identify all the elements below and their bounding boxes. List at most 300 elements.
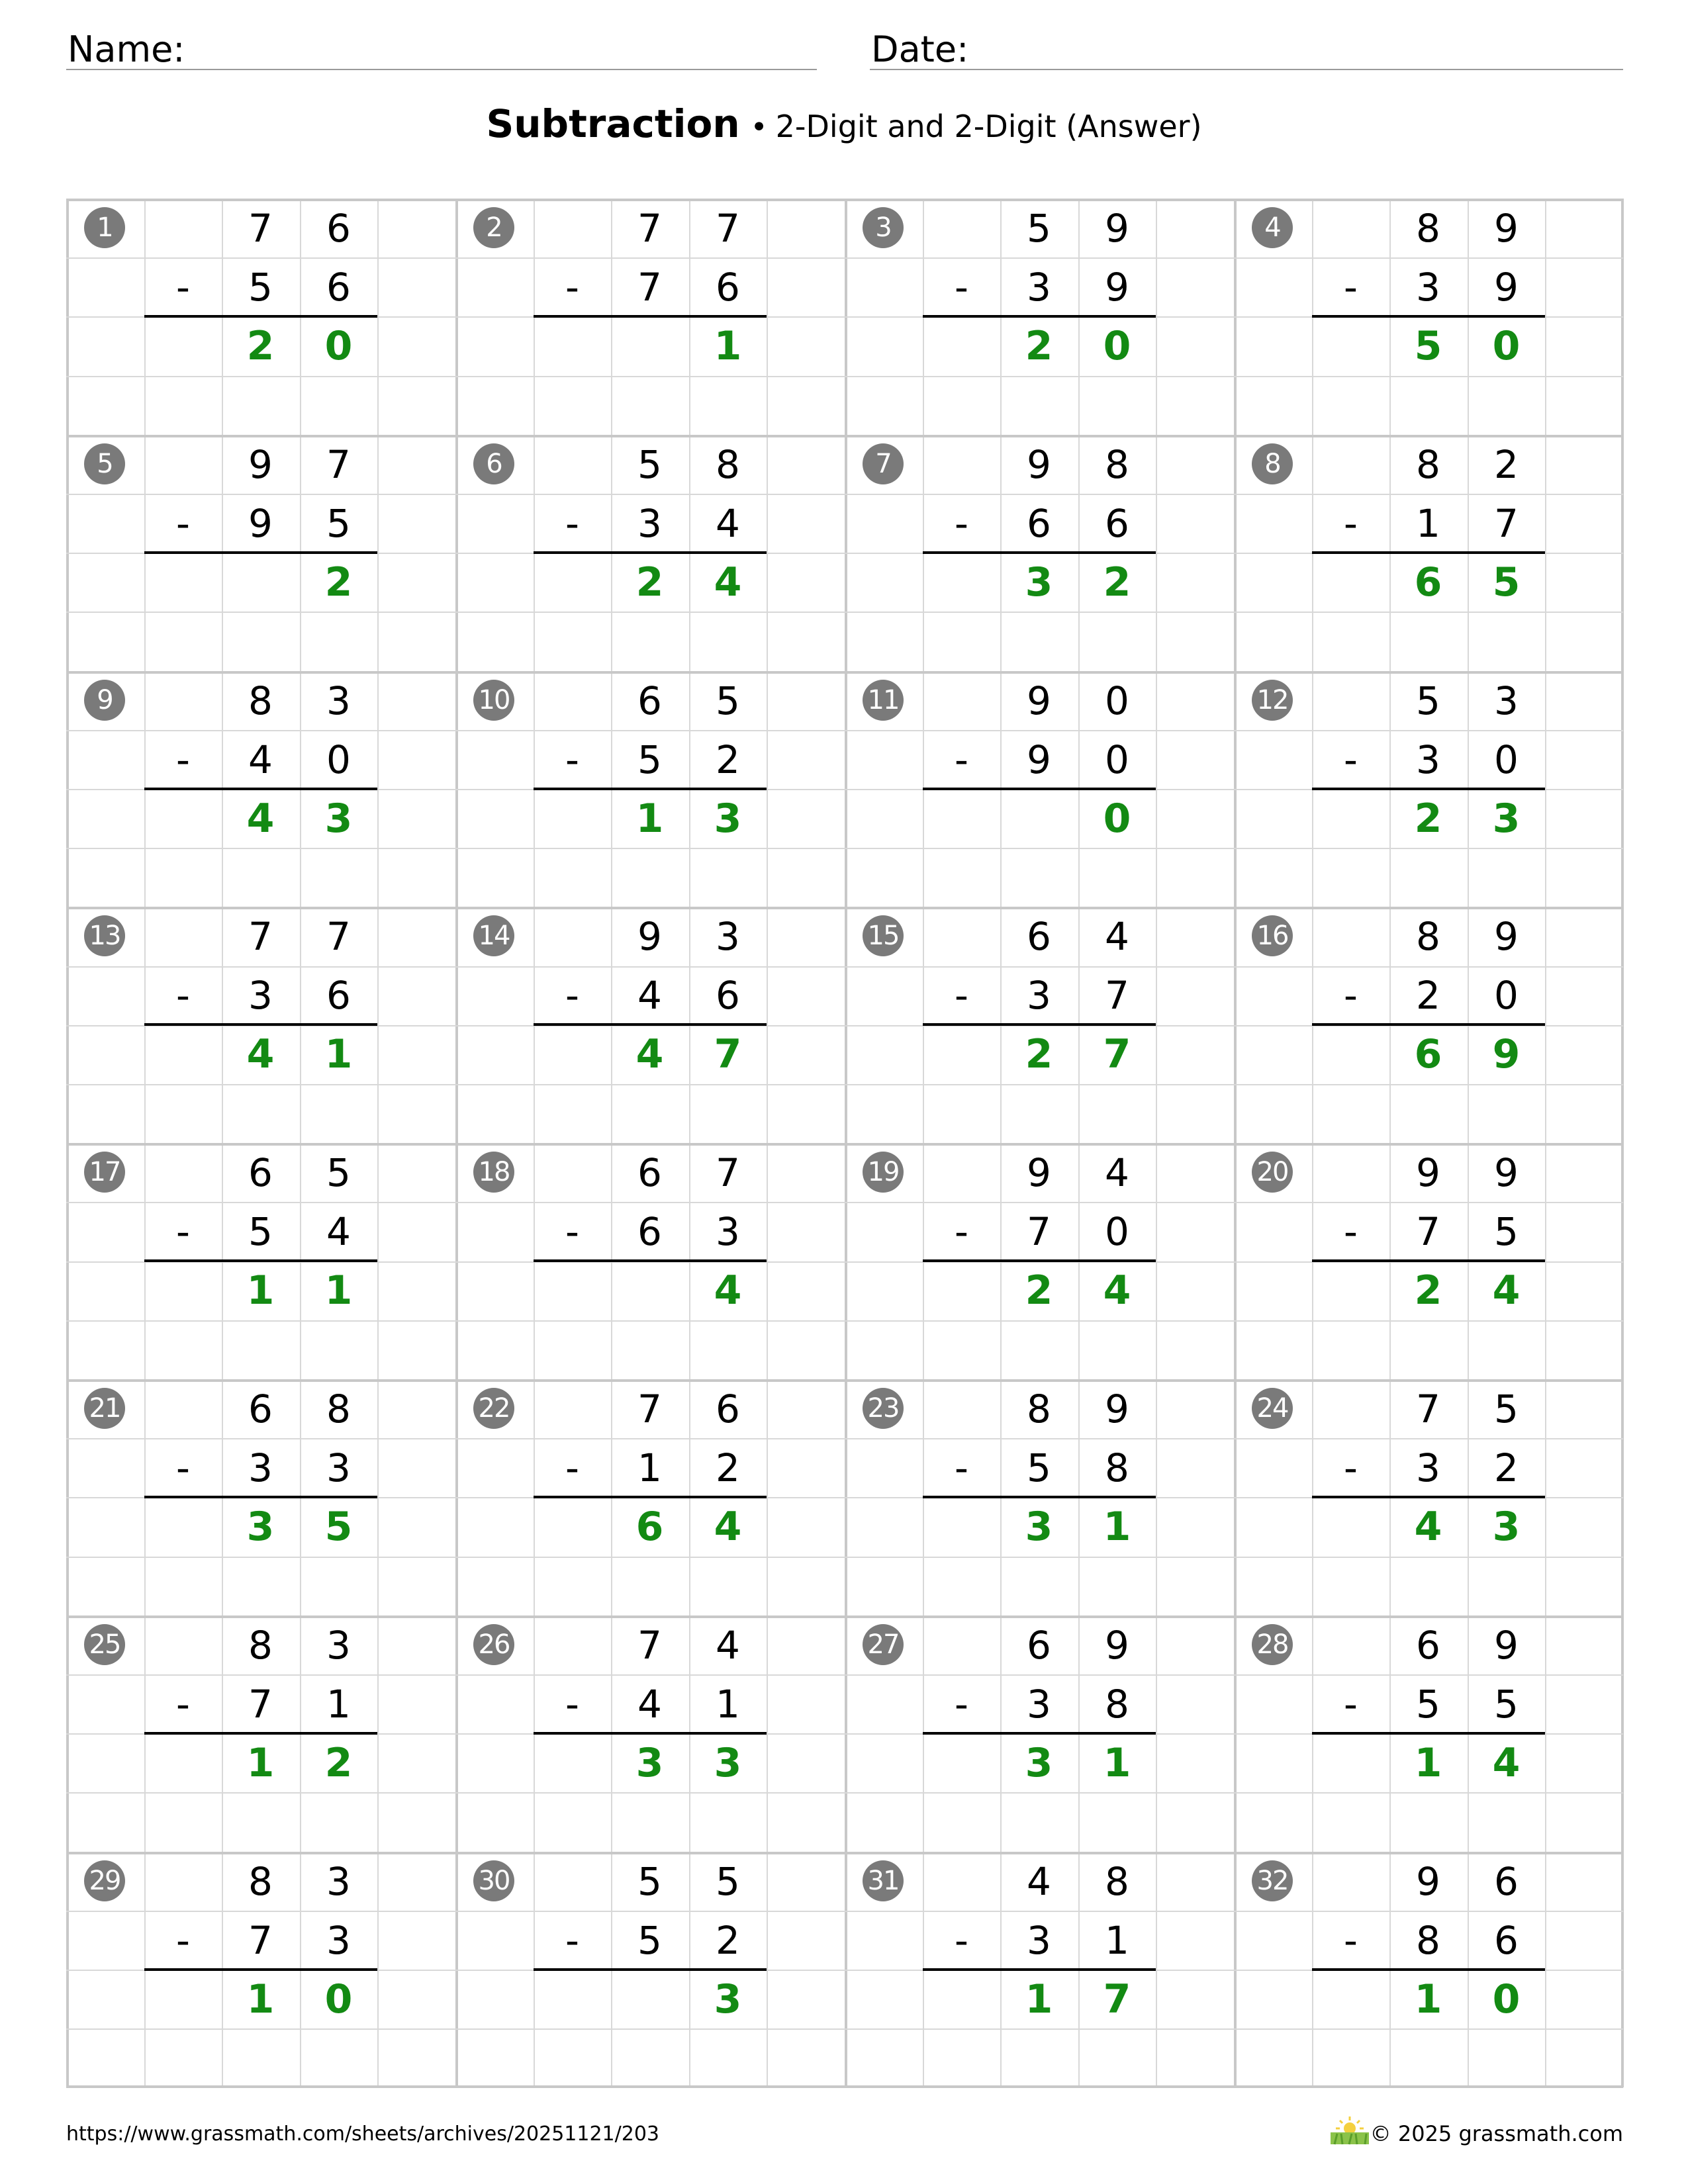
- answer-rule-line: [1312, 1968, 1545, 1971]
- answer-ones-digit: 1: [324, 1030, 353, 1077]
- subtrahend-tens-digit: 4: [248, 737, 273, 782]
- answer-tens-digit: [1000, 789, 1078, 848]
- problem-number-badge: 21: [84, 1388, 125, 1429]
- answer-tens-digit: 6: [1414, 1030, 1442, 1077]
- subtrahend-ones-digit: 1: [716, 1681, 740, 1727]
- subtrahend-ones-digit: 8: [1105, 1681, 1129, 1727]
- answer-ones-digit: 7: [1103, 1976, 1131, 2023]
- minuend-tens-digit: 7: [248, 205, 273, 251]
- minuend-tens-digit: 5: [1416, 678, 1440, 723]
- problem-number-badge: 11: [863, 680, 904, 721]
- minuend-tens-digit: 5: [637, 1858, 662, 1904]
- problem-block: [845, 907, 1234, 1143]
- answer-rule-line: [144, 1968, 377, 1971]
- answer-rule-line: [144, 315, 377, 318]
- minuend-tens-digit: 4: [1027, 1858, 1051, 1904]
- minus-sign: -: [565, 264, 579, 310]
- minuend-ones-digit: 9: [1494, 913, 1519, 959]
- answer-tens-digit: 6: [1414, 559, 1442, 606]
- answer-tens-digit: 1: [246, 1739, 275, 1786]
- date-field[interactable]: [870, 25, 1623, 70]
- name-label: Name:: [68, 28, 185, 70]
- minuend-ones-digit: 5: [716, 1858, 740, 1904]
- subtrahend-ones-digit: 6: [1494, 1917, 1519, 1963]
- minuend-tens-digit: 9: [1416, 1150, 1440, 1195]
- minus-sign: -: [176, 1445, 190, 1490]
- subtrahend-ones-digit: 7: [1105, 972, 1129, 1018]
- problem-number-badge: 6: [473, 443, 514, 484]
- answer-tens-digit: [222, 553, 299, 612]
- answer-tens-digit: 2: [1025, 322, 1053, 369]
- problem-number-badge: 18: [473, 1152, 514, 1193]
- answer-tens-digit: 3: [246, 1503, 275, 1550]
- subtrahend-ones-digit: 4: [716, 500, 740, 546]
- minuend-ones-digit: 5: [1494, 1386, 1519, 1432]
- answer-rule-line: [144, 551, 377, 554]
- problem-block: [66, 1143, 455, 1379]
- problem-block: [1234, 1143, 1623, 1379]
- minuend-tens-digit: 9: [1027, 678, 1051, 723]
- subtrahend-tens-digit: 1: [637, 1445, 662, 1490]
- minuend-ones-digit: 3: [326, 678, 351, 723]
- problem-block: [66, 907, 455, 1143]
- answer-ones-digit: 0: [1492, 1976, 1521, 2023]
- answer-rule-line: [534, 1023, 767, 1026]
- answer-tens-digit: 1: [1414, 1739, 1442, 1786]
- minuend-ones-digit: 9: [1494, 1150, 1519, 1195]
- minus-sign: -: [565, 1445, 579, 1490]
- problem-number-badge: 10: [473, 680, 514, 721]
- answer-rule-line: [1312, 551, 1545, 554]
- answer-rule-line: [923, 1023, 1156, 1026]
- answer-tens-digit: 6: [635, 1503, 664, 1550]
- answer-ones-digit: 3: [714, 1739, 742, 1786]
- minuend-tens-digit: 8: [248, 678, 273, 723]
- problem-block: [455, 1143, 845, 1379]
- answer-rule-line: [923, 551, 1156, 554]
- name-field[interactable]: [66, 25, 817, 70]
- minuend-tens-digit: 6: [1027, 1622, 1051, 1668]
- minuend-tens-digit: 9: [248, 441, 273, 487]
- answer-rule-line: [144, 1023, 377, 1026]
- answer-rule-line: [923, 1496, 1156, 1498]
- subtrahend-tens-digit: 5: [637, 1917, 662, 1963]
- subtrahend-ones-digit: 0: [1105, 1208, 1129, 1254]
- problem-block: [1234, 907, 1623, 1143]
- subtrahend-ones-digit: 5: [1494, 1681, 1519, 1727]
- answer-tens-digit: 1: [246, 1267, 275, 1314]
- minuend-ones-digit: 9: [1105, 1386, 1129, 1432]
- minuend-tens-digit: 7: [637, 205, 662, 251]
- minus-sign: -: [1344, 264, 1358, 310]
- minuend-ones-digit: 4: [1105, 1150, 1129, 1195]
- problem-block: [455, 435, 845, 671]
- problem-block: [455, 1615, 845, 1852]
- answer-tens-digit: 3: [1025, 1503, 1053, 1550]
- minuend-ones-digit: 6: [1494, 1858, 1519, 1904]
- subtrahend-tens-digit: 4: [637, 1681, 662, 1727]
- subtrahend-tens-digit: 7: [637, 264, 662, 310]
- subtrahend-tens-digit: 3: [1416, 737, 1440, 782]
- minuend-tens-digit: 5: [1027, 205, 1051, 251]
- subtrahend-ones-digit: 5: [1494, 1208, 1519, 1254]
- subtrahend-ones-digit: 6: [326, 972, 351, 1018]
- problem-block: [66, 199, 455, 435]
- answer-tens-digit: 2: [1414, 795, 1442, 842]
- problem-number-badge: 15: [863, 915, 904, 956]
- answer-ones-digit: 3: [324, 795, 353, 842]
- minuend-ones-digit: 2: [1494, 441, 1519, 487]
- problem-block: [1234, 1852, 1623, 2088]
- minuend-ones-digit: 4: [1105, 913, 1129, 959]
- answer-tens-digit: 3: [1025, 1739, 1053, 1786]
- minuend-ones-digit: 3: [326, 1858, 351, 1904]
- answer-tens-digit: 3: [1025, 559, 1053, 606]
- problem-block: [1234, 435, 1623, 671]
- answer-ones-digit: 1: [324, 1267, 353, 1314]
- problem-number-badge: 9: [84, 680, 125, 721]
- subtrahend-tens-digit: 2: [1416, 972, 1440, 1018]
- answer-ones-digit: 7: [714, 1030, 742, 1077]
- answer-ones-digit: 4: [1492, 1267, 1521, 1314]
- minus-sign: -: [955, 1917, 968, 1963]
- answer-tens-digit: 4: [246, 1030, 275, 1077]
- minus-sign: -: [565, 1208, 579, 1254]
- subtrahend-ones-digit: 7: [1494, 500, 1519, 546]
- answer-tens-digit: 2: [1025, 1030, 1053, 1077]
- problem-number-badge: 7: [863, 443, 904, 484]
- footer-copyright: © 2025 grassmath.com: [1370, 2121, 1623, 2146]
- answer-ones-digit: 0: [1103, 322, 1131, 369]
- minuend-tens-digit: 9: [1027, 441, 1051, 487]
- answer-rule-line: [534, 1968, 767, 1971]
- subtrahend-tens-digit: 6: [637, 1208, 662, 1254]
- minuend-ones-digit: 6: [716, 1386, 740, 1432]
- subtrahend-ones-digit: 5: [326, 500, 351, 546]
- problem-number-badge: 20: [1252, 1152, 1293, 1193]
- problem-block: [845, 1852, 1234, 2088]
- answer-rule-line: [1312, 1732, 1545, 1735]
- answer-tens-digit: 2: [635, 559, 664, 606]
- subtrahend-ones-digit: 9: [1105, 264, 1129, 310]
- subtrahend-tens-digit: 7: [1416, 1208, 1440, 1254]
- answer-rule-line: [144, 1496, 377, 1498]
- minuend-tens-digit: 6: [1027, 913, 1051, 959]
- minuend-ones-digit: 7: [326, 441, 351, 487]
- answer-ones-digit: 5: [1492, 559, 1521, 606]
- problem-number-badge: 30: [473, 1860, 514, 1901]
- minuend-tens-digit: 8: [1416, 441, 1440, 487]
- problem-number-badge: 17: [84, 1152, 125, 1193]
- problem-block: [845, 199, 1234, 435]
- answer-ones-digit: 1: [1103, 1739, 1131, 1786]
- minuend-tens-digit: 6: [248, 1150, 273, 1195]
- answer-rule-line: [923, 1259, 1156, 1262]
- subtrahend-ones-digit: 6: [326, 264, 351, 310]
- subtrahend-ones-digit: 4: [326, 1208, 351, 1254]
- subtrahend-ones-digit: 2: [1494, 1445, 1519, 1490]
- subtrahend-ones-digit: 9: [1494, 264, 1519, 310]
- problem-number-badge: 4: [1252, 207, 1293, 248]
- answer-ones-digit: 4: [1103, 1267, 1131, 1314]
- subtrahend-tens-digit: 1: [1416, 500, 1440, 546]
- answer-ones-digit: 1: [1103, 1503, 1131, 1550]
- problem-block: [845, 671, 1234, 907]
- problem-block: [455, 1379, 845, 1615]
- subtrahend-tens-digit: 9: [1027, 737, 1051, 782]
- subtrahend-ones-digit: 6: [716, 264, 740, 310]
- minuend-ones-digit: 9: [1105, 205, 1129, 251]
- minuend-tens-digit: 6: [637, 678, 662, 723]
- answer-tens-digit: 1: [1414, 1976, 1442, 2023]
- title-main: Subtraction: [486, 101, 740, 146]
- minuend-tens-digit: 8: [248, 1622, 273, 1668]
- minuend-tens-digit: 6: [637, 1150, 662, 1195]
- minuend-ones-digit: 9: [1494, 205, 1519, 251]
- answer-rule-line: [1312, 315, 1545, 318]
- problem-number-badge: 26: [473, 1624, 514, 1665]
- problem-number-badge: 28: [1252, 1624, 1293, 1665]
- minuend-ones-digit: 8: [1105, 441, 1129, 487]
- problem-block: [66, 1615, 455, 1852]
- answer-ones-digit: 7: [1103, 1030, 1131, 1077]
- answer-rule-line: [144, 1259, 377, 1262]
- minus-sign: -: [955, 264, 968, 310]
- footer-url: https://www.grassmath.com/sheets/archives/20251121/203: [66, 2122, 660, 2146]
- problem-block: [455, 1852, 845, 2088]
- subtrahend-tens-digit: 7: [1027, 1208, 1051, 1254]
- problem-number-badge: 24: [1252, 1388, 1293, 1429]
- subtrahend-tens-digit: 3: [1027, 264, 1051, 310]
- subtrahend-tens-digit: 5: [1027, 1445, 1051, 1490]
- minuend-ones-digit: 6: [326, 205, 351, 251]
- answer-ones-digit: 3: [714, 1976, 742, 2023]
- minuend-ones-digit: 9: [1105, 1622, 1129, 1668]
- minus-sign: -: [1344, 1681, 1358, 1727]
- minuend-ones-digit: 8: [326, 1386, 351, 1432]
- subtrahend-ones-digit: 0: [1494, 737, 1519, 782]
- subtrahend-ones-digit: 2: [716, 1445, 740, 1490]
- minus-sign: -: [176, 1208, 190, 1254]
- problem-block: [845, 1615, 1234, 1852]
- answer-ones-digit: 0: [324, 1976, 353, 2023]
- subtrahend-tens-digit: 8: [1416, 1917, 1440, 1963]
- answer-ones-digit: 5: [324, 1503, 353, 1550]
- problem-number-badge: 14: [473, 915, 514, 956]
- minus-sign: -: [955, 972, 968, 1018]
- subtrahend-tens-digit: 9: [248, 500, 273, 546]
- problem-number-badge: 31: [863, 1860, 904, 1901]
- subtrahend-tens-digit: 3: [1416, 264, 1440, 310]
- subtrahend-ones-digit: 3: [716, 1208, 740, 1254]
- minuend-tens-digit: 8: [248, 1858, 273, 1904]
- problem-number-badge: 32: [1252, 1860, 1293, 1901]
- answer-rule-line: [534, 1496, 767, 1498]
- subtrahend-tens-digit: 3: [1027, 1917, 1051, 1963]
- subtrahend-ones-digit: 1: [326, 1681, 351, 1727]
- minuend-ones-digit: 4: [716, 1622, 740, 1668]
- minus-sign: -: [565, 1917, 579, 1963]
- minus-sign: -: [176, 264, 190, 310]
- minus-sign: -: [1344, 737, 1358, 782]
- subtrahend-ones-digit: 0: [326, 737, 351, 782]
- subtrahend-ones-digit: 0: [1494, 972, 1519, 1018]
- minuend-ones-digit: 3: [1494, 678, 1519, 723]
- minus-sign: -: [565, 500, 579, 546]
- minuend-tens-digit: 6: [248, 1386, 273, 1432]
- answer-rule-line: [534, 315, 767, 318]
- answer-tens-digit: 2: [246, 322, 275, 369]
- problem-number-badge: 8: [1252, 443, 1293, 484]
- problem-number-badge: 22: [473, 1388, 514, 1429]
- problem-number-badge: 12: [1252, 680, 1293, 721]
- date-label: Date:: [871, 28, 969, 70]
- problem-block: [66, 1379, 455, 1615]
- problem-block: [455, 907, 845, 1143]
- answer-rule-line: [1312, 1496, 1545, 1498]
- subtrahend-tens-digit: 3: [248, 1445, 273, 1490]
- answer-tens-digit: 5: [1414, 322, 1442, 369]
- answer-ones-digit: 9: [1492, 1030, 1521, 1077]
- answer-ones-digit: 2: [324, 1739, 353, 1786]
- answer-tens-digit: 3: [635, 1739, 664, 1786]
- subtrahend-ones-digit: 6: [1105, 500, 1129, 546]
- minus-sign: -: [176, 737, 190, 782]
- minuend-tens-digit: 8: [1027, 1386, 1051, 1432]
- problem-number-badge: 13: [84, 915, 125, 956]
- subtrahend-ones-digit: 2: [716, 1917, 740, 1963]
- subtrahend-tens-digit: 5: [248, 264, 273, 310]
- minuend-ones-digit: 8: [716, 441, 740, 487]
- minus-sign: -: [176, 972, 190, 1018]
- minus-sign: -: [565, 737, 579, 782]
- minuend-tens-digit: 5: [637, 441, 662, 487]
- answer-tens-digit: [611, 1970, 688, 2028]
- minuend-ones-digit: 0: [1105, 678, 1129, 723]
- minuend-ones-digit: 8: [1105, 1858, 1129, 1904]
- grass-sun-logo-icon: [1329, 2115, 1370, 2146]
- minus-sign: -: [176, 1917, 190, 1963]
- minuend-tens-digit: 9: [1416, 1858, 1440, 1904]
- answer-ones-digit: 0: [1492, 322, 1521, 369]
- problem-number-badge: 5: [84, 443, 125, 484]
- minus-sign: -: [1344, 1208, 1358, 1254]
- minuend-ones-digit: 7: [716, 1150, 740, 1195]
- minuend-tens-digit: 9: [637, 913, 662, 959]
- answer-tens-digit: 1: [1025, 1976, 1053, 2023]
- worksheet-title: [0, 101, 1688, 146]
- answer-rule-line: [923, 788, 1156, 790]
- minus-sign: -: [955, 1681, 968, 1727]
- subtrahend-tens-digit: 3: [248, 972, 273, 1018]
- minus-sign: -: [1344, 1917, 1358, 1963]
- answer-tens-digit: 2: [1414, 1267, 1442, 1314]
- answer-ones-digit: 1: [714, 322, 742, 369]
- subtrahend-tens-digit: 4: [637, 972, 662, 1018]
- problem-number-badge: 3: [863, 207, 904, 248]
- problem-block: [845, 1379, 1234, 1615]
- problem-grid: [66, 199, 1623, 2087]
- minuend-ones-digit: 3: [716, 913, 740, 959]
- minuend-ones-digit: 7: [716, 205, 740, 251]
- answer-tens-digit: [611, 1261, 688, 1320]
- answer-rule-line: [1312, 1259, 1545, 1262]
- subtrahend-tens-digit: 3: [637, 500, 662, 546]
- problem-block: [845, 435, 1234, 671]
- answer-ones-digit: 4: [714, 1267, 742, 1314]
- problem-number-badge: 19: [863, 1152, 904, 1193]
- answer-rule-line: [534, 788, 767, 790]
- minuend-tens-digit: 7: [248, 913, 273, 959]
- subtrahend-tens-digit: 5: [248, 1208, 273, 1254]
- subtrahend-tens-digit: 7: [248, 1917, 273, 1963]
- answer-rule-line: [144, 1732, 377, 1735]
- problem-number-badge: 1: [84, 207, 125, 248]
- title-separator: •: [750, 111, 768, 144]
- minuend-tens-digit: 7: [637, 1622, 662, 1668]
- minus-sign: -: [955, 1445, 968, 1490]
- subtrahend-tens-digit: 7: [248, 1681, 273, 1727]
- problem-block: [1234, 199, 1623, 435]
- problem-block: [455, 199, 845, 435]
- answer-ones-digit: 4: [714, 1503, 742, 1550]
- minuend-ones-digit: 3: [326, 1622, 351, 1668]
- answer-ones-digit: 0: [1103, 795, 1131, 842]
- subtrahend-tens-digit: 3: [1416, 1445, 1440, 1490]
- subtrahend-ones-digit: 6: [716, 972, 740, 1018]
- minus-sign: -: [1344, 500, 1358, 546]
- minus-sign: -: [1344, 1445, 1358, 1490]
- answer-rule-line: [144, 788, 377, 790]
- problem-block: [66, 671, 455, 907]
- problem-number-badge: 29: [84, 1860, 125, 1901]
- subtrahend-ones-digit: 8: [1105, 1445, 1129, 1490]
- minus-sign: -: [955, 500, 968, 546]
- subtrahend-ones-digit: 3: [326, 1445, 351, 1490]
- problem-block: [66, 435, 455, 671]
- answer-rule-line: [923, 1732, 1156, 1735]
- answer-rule-line: [1312, 788, 1545, 790]
- answer-tens-digit: 1: [635, 795, 664, 842]
- subtrahend-tens-digit: 6: [1027, 500, 1051, 546]
- minuend-tens-digit: 7: [637, 1386, 662, 1432]
- subtrahend-tens-digit: 3: [1027, 972, 1051, 1018]
- minus-sign: -: [955, 1208, 968, 1254]
- problem-block: [1234, 671, 1623, 907]
- subtrahend-ones-digit: 1: [1105, 1917, 1129, 1963]
- minus-sign: -: [565, 972, 579, 1018]
- answer-tens-digit: 4: [246, 795, 275, 842]
- subtrahend-ones-digit: 2: [716, 737, 740, 782]
- minus-sign: -: [565, 1681, 579, 1727]
- answer-rule-line: [923, 1968, 1156, 1971]
- answer-rule-line: [534, 1259, 767, 1262]
- problem-block: [455, 671, 845, 907]
- problem-block: [845, 1143, 1234, 1379]
- subtrahend-ones-digit: 3: [326, 1917, 351, 1963]
- problem-number-badge: 27: [863, 1624, 904, 1665]
- minus-sign: -: [176, 500, 190, 546]
- problem-number-badge: 2: [473, 207, 514, 248]
- answer-rule-line: [1312, 1023, 1545, 1026]
- minuend-ones-digit: 9: [1494, 1622, 1519, 1668]
- answer-rule-line: [534, 551, 767, 554]
- answer-ones-digit: 2: [1103, 559, 1131, 606]
- problem-block: [1234, 1615, 1623, 1852]
- minus-sign: -: [955, 737, 968, 782]
- minus-sign: -: [1344, 972, 1358, 1018]
- minuend-ones-digit: 5: [326, 1150, 351, 1195]
